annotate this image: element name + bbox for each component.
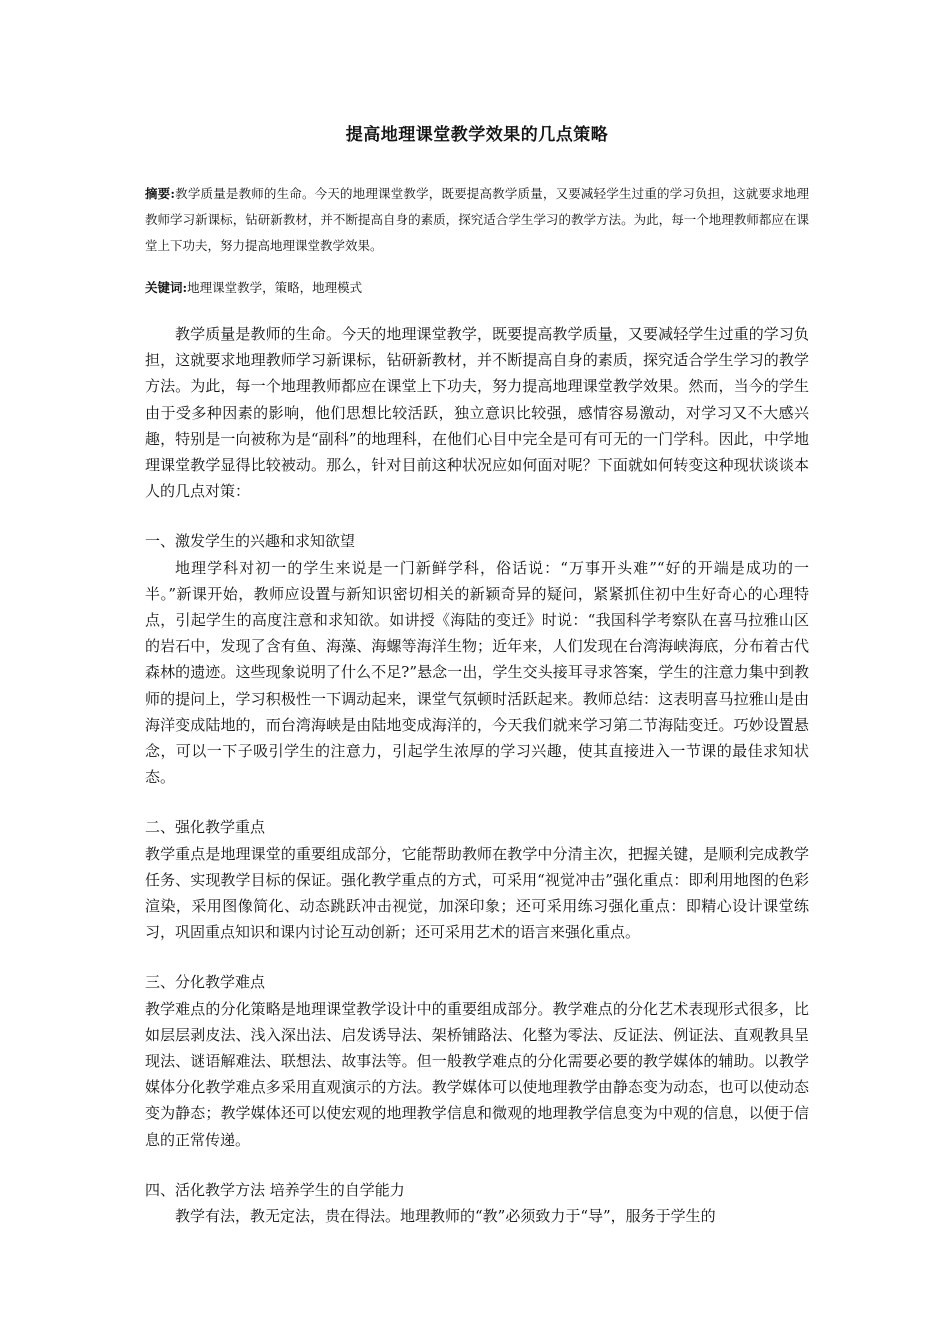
section-body: 教学难点的分化策略是地理课堂教学设计中的重要组成部分。教学难点的分化艺术表现形式很多，比如层层剥皮法、浅入深出法、启发诱导法、架桥铺路法、化整为零法、反证法、例证法、直观教具呈现法、谜语解难法、联想法、故事法等。但一般教学难点的分化需要必要的教学媒体的辅助。以教学媒体分化教学难点多采用直观演示的方法。教学媒体可以使地理教学由静态变为动态，也可以使动态变为静态；教学媒体还可以使宏观的地理教学信息和微观的地理教学信息变为中观的信息，以便于信息的正常传递。: [145, 999, 809, 1149]
section-body: 教学有法，教无定法，贵在得法。地理教师的“教”必须致力于“导”，服务于学生的: [175, 1207, 716, 1226]
intro-paragraph: 教学质量是教师的生命。今天的地理课堂教学，既要提高教学质量，又要减轻学生过重的学习负担，这就要求地理教师学习新课标，钻研新教材，并不断提高自身的素质，探究适合学生学习的教学方法。为此，每一个地理教师都应在课堂上下功夫，努力提高地理课堂教学效果。然而，当今的学生由于受多种因素的影响，他们思想比较活跃，独立意识比较强，感情容易激动，对学习又不大感兴趣，特别是一向被称为是“副科”的地理科，在他们心目中完全是可有可无的一门学科。因此，中学地理课堂教学显得比较被动。那么，针对目前这种状况应如何面对呢？下面就如何转变这种现状谈谈本人的几点对策：: [145, 325, 809, 501]
section-4: [145, 1177, 809, 1229]
section-heading: 三、分化教学难点: [145, 973, 266, 992]
section-1: [145, 528, 809, 790]
keywords: [145, 275, 809, 301]
section-heading: 二、强化教学重点: [145, 818, 266, 837]
section-body: 地理学科对初一的学生来说是一门新鲜学科，俗话说：“万事开头难”“好的开端是成功的一半。”新课开始，教师应设置与新知识密切相关的新颖奇异的疑问，紧紧抓住初中生好奇心的心理特点，引起学生的高度注意和求知欲。如讲授《海陆的变迁》时说：“我国科学考察队在喜马拉雅山区的岩石中，发现了含有鱼、海藻、海螺等海洋生物；近年来，人们发现在台湾海峡海底，分布着古代森林的遗迹。这些现象说明了什么不足?”悬念一出，学生交头接耳寻求答案，学生的注意力集中到教师的提问上，学习积极性一下调动起来，课堂气氛顿时活跃起来。教师总结：这表明喜马拉雅山是由海洋变成陆地的，而台湾海峡是由陆地变成海洋的，今天我们就来学习第二节海陆变迁。巧妙设置悬念，可以一下子吸引学生的注意力，引起学生浓厚的学习兴趣，使其直接进入一节课的最佳求知状态。: [145, 558, 809, 787]
abstract-text: 教学质量是教师的生命。今天的地理课堂教学，既要提高教学质量，又要减轻学生过重的学习负担，这就要求地理教师学习新课标，钻研新教材，并不断提高自身的素质，探究适合学生学习的教学方法。为此，每一个地理教师都应在课堂上下功夫，努力提高地理课堂教学效果。: [145, 186, 809, 253]
abstract: [145, 181, 809, 259]
keywords-text: 地理课堂教学，策略，地理模式: [187, 280, 363, 295]
section-heading: 一、激发学生的兴趣和求知欲望: [145, 532, 356, 551]
keywords-label: 关键词:: [145, 280, 188, 295]
document-page: [145, 120, 809, 1229]
section-body: 教学重点是地理课堂的重要组成部分，它能帮助教师在教学中分清主次，把握关键，是顺利完成教学任务、实现教学目标的保证。强化教学重点的方式，可采用“视觉冲击”强化重点：即利用地图的色彩渲染，采用图像简化、动态跳跃冲击视觉，加深印象；还可采用练习强化重点：即精心设计课堂练习，巩固重点知识和课内讨论互动创新；还可采用艺术的语言来强化重点。: [145, 844, 809, 942]
section-2: [145, 814, 809, 945]
section-heading: 四、活化教学方法 培养学生的自学能力: [145, 1180, 405, 1199]
document-title: 提高地理课堂教学效果的几点策略: [345, 125, 609, 145]
abstract-label: 摘要:: [145, 186, 175, 201]
section-3: [145, 969, 809, 1152]
